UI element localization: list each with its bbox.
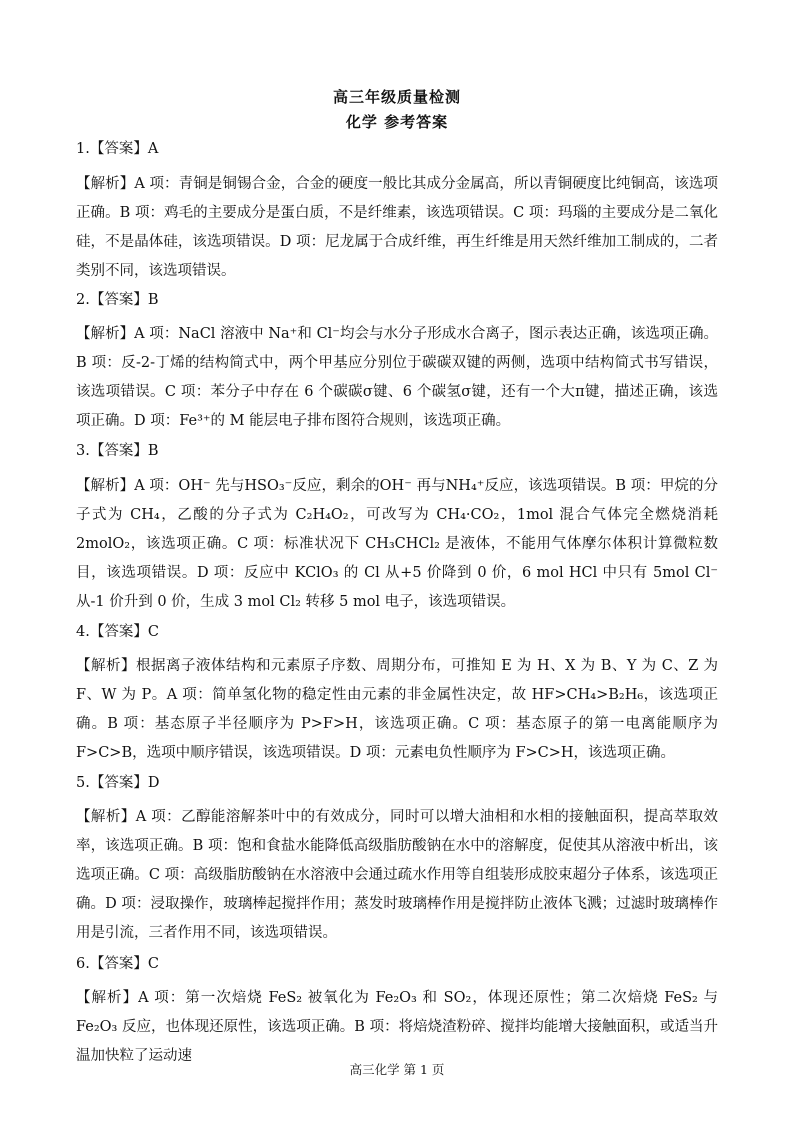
answer-3: 3.【答案】B (76, 443, 159, 459)
answer-4: 4.【答案】C (76, 624, 159, 640)
answer-2: 2.【答案】B (76, 292, 159, 308)
page-footer: 高三化学 第 1 页 (349, 1062, 445, 1077)
explanation-6: 【解析】A 项：第一次焙烧 FeS₂ 被氧化为 Fe₂O₃ 和 SO₂，体现还原性；第二次焙烧 FeS₂ 与 Fe₂O₃ 反应，也体现还原性，该选项正确。B 项：将焙烧渣粉碎、搅拌均能增大接触面积，或适当升温加快粒了运动速 (76, 990, 718, 1064)
explanation-1: 【解析】A 项：青铜是铜锡合金，合金的硬度一般比其成分金属高，所以青铜硬度比纯铜高，该选项正确。B 项：鸡毛的主要成分是蛋白质，不是纤维素，该选项错误。C 项：玛瑙的主要成分是二氧化硅，不是晶体硅，该选项错误。D 项：尼龙属于合成纤维，再生纤维是用天然纤维加工制成的，二者类别不同，该选项错误。 (76, 176, 718, 279)
explanation-5: 【解析】A 项：乙醇能溶解茶叶中的有效成分，同时可以增大油相和水相的接触面积，提高萃取效率，该选项正确。B 项：饱和食盐水能降低高级脂肪酸钠在水中的溶解度，促使其从溶液中析出，该选项正确。C 项：高级脂肪酸钠在水溶液中会通过疏水作用等自组装形成胶束超分子体系，该选项正确。D 项：浸取操作，玻璃棒起搅拌作用；蒸发时玻璃棒作用是搅拌防止液体飞溅；过滤时玻璃棒作用是引流，三者作用不同，该选项错误。 (76, 809, 718, 941)
explanation-3: 【解析】A 项：OH⁻ 先与HSO₃⁻反应，剩余的OH⁻ 再与NH₄⁺反应，该选项错误。B 项：甲烷的分子式为 CH₄，乙酸的分子式为 C₂H₄O₂，可改写为 CH₄·CO₂，1mol 混合气体完全燃烧消耗 2molO₂，该选项正确。C 项：标准状况下 CH₃CHCl₂ 是液体，不能用气体摩尔体积计算微粒数目，该选项错误。D 项：反应中 KClO₃ 的 Cl 从+5 价降到 0 价，6 mol HCl 中只有 5mol Cl⁻ 从-1 价升到 0 价，生成 3 mol Cl₂ 转移 5 mol 电子，该选项错误。 (76, 478, 718, 610)
page-title: 高三年级质量检测 (332, 88, 461, 106)
explanation-4: 【解析】根据离子液体结构和元素原子序数、周期分布，可推知 E 为 H、X 为 B、Y 为 C、Z 为 F、W 为 P。A 项：简单氢化物的稳定性由元素的非金属性决定，故 HF>CH₄>B₂H₆，该选项正确。B 项：基态原子半径顺序为 P>F>H，该选项正确。C 项：基态原子的第一电离能顺序为 F>C>B，选项中顺序错误，该选项错误。D 项：元素电负性顺序为 F>C>H，该选项正确。 (76, 658, 718, 761)
page-subtitle: 化学 参考答案 (345, 113, 449, 131)
explanation-2: 【解析】A 项：NaCl 溶液中 Na⁺和 Cl⁻均会与水分子形成水合离子，图示表达正确，该选项正确。B 项：反-2-丁烯的结构简式中，两个甲基应分别位于碳碳双键的两侧，选项中结构简式书写错误，该选项错误。C 项：苯分子中存在 6 个碳碳σ键、6 个碳氢σ键，还有一个大π键，描述正确，该选项正确。D 项：Fe³⁺的 M 能层电子排布图符合规则，该选项正确。 (76, 326, 718, 429)
answer-1: 1.【答案】A (76, 141, 159, 157)
answer-5: 5.【答案】D (76, 775, 160, 791)
answer-6: 6.【答案】C (76, 956, 159, 972)
